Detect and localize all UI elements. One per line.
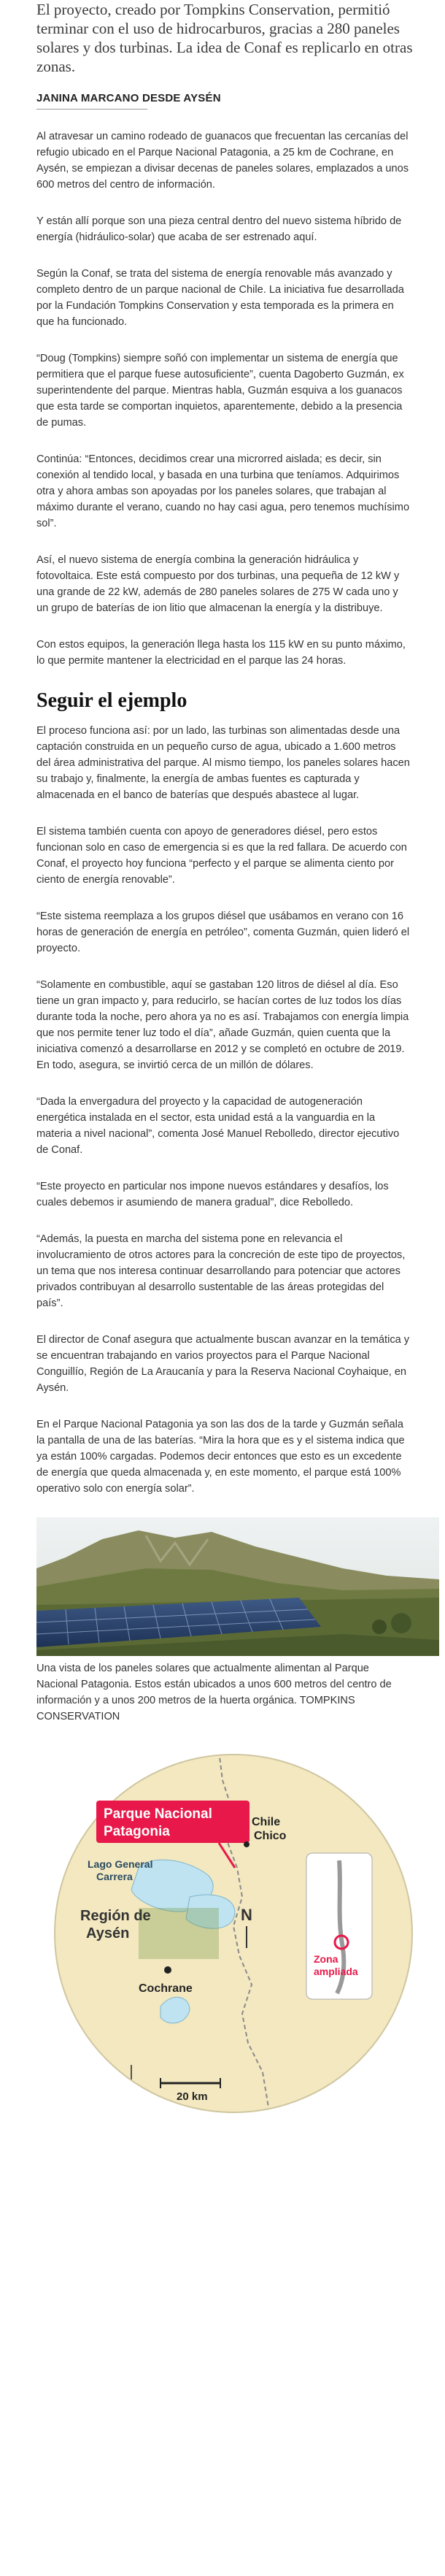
chile-chico-label-2: Chico	[254, 1830, 287, 1842]
zone-label-2: ampliada	[314, 1966, 358, 1977]
location-map	[51, 1751, 416, 2116]
solar-panels-illustration	[36, 1517, 439, 1656]
chile-chico-marker	[244, 1841, 249, 1847]
paragraph: Con estos equipos, la generación llega hasta los 115 kW en su punto máximo, lo que permite mantener la electricidad en el parque las 24 horas.	[36, 639, 406, 667]
scale-label: 20 km	[177, 2090, 208, 2103]
paragraph: Y están allí porque son una pieza central dentro del nuevo sistema híbrido de energía (hidráulico-solar) que acaba de ser estrenado aquí.	[36, 215, 402, 243]
lake-label-2: Carrera	[96, 1871, 133, 1882]
paragraph: “Este proyecto en particular nos impone nuevos estándares y desafíos, los cuales debemos ir asumiendo de manera gradual”, dice Rebolledo.	[36, 1181, 389, 1208]
paragraph: Según la Conaf, se trata del sistema de energía renovable más avanzado y completo dentro de un parque nacional de Chile. La iniciativa fue desarrollada por la Fundación Tompkins Conservation y esta temporada es la primera en que ha funcionado.	[36, 268, 404, 328]
paragraph: “Dada la envergadura del proyecto y la capacidad de autogeneración energética instalada en el sector, esta unidad está a la vanguardia en la materia a nivel nacional”, comenta José Manuel Rebolledo, director ejecutivo de Conaf.	[36, 1096, 400, 1156]
paragraph: “Solamente en combustible, aquí se gastaban 120 litros de diésel al día. Eso tiene un gran impacto y, para reducirlo, se hacían cortes de luz todos los días durante toda la noche, pero ahora ya no es así. Trabajamos con energía limpia que nos permite tener luz todo el día”, añade Guzmán, quien cuenta que la iniciativa comenzó a desarrollarse en 2012 y se completó en octubre de 2019. En todo, asegura, se invirtió cerca de un millón de dólares.	[36, 979, 409, 1071]
region-label-1: Región de	[80, 1908, 151, 1924]
chile-chico-label-1: Chile	[252, 1816, 281, 1828]
north-label: N	[241, 1906, 252, 1924]
park-label-line-2: Patagonia	[104, 1824, 170, 1839]
paragraph: El proceso funciona así: por un lado, las turbinas son alimentadas desde una captación construida en un pequeño curso de agua, ubicado a 1.600 metros del área administrativa del parque. Al mismo tiempo, los paneles solares hacen su trabajo y, finalmente, la energía de ambas fuentes es capturada y almacenada en el banco de baterías que después abastece al lugar.	[36, 725, 410, 801]
solar-panels-photo	[36, 1517, 439, 1656]
article-body-part-1	[0, 129, 445, 669]
cochrane-label: Cochrane	[139, 1982, 193, 1995]
paragraph: En el Parque Nacional Patagonia ya son las dos de la tarde y Guzmán señala la pantalla de una de las baterías. “Mira la hora que es y el sistema indica que ya están 100% cargadas. Podemos decir entonces que esto es un excedente de energía que queda almacenada y, en este momento, el parque está 100% operativo solo con energía solar”.	[36, 1419, 405, 1495]
paragraph: “Este sistema reemplaza a los grupos diésel que usábamos en verano con 16 horas de generación de energía en petróleo”, comenta Guzmán, quien lideró el proyecto.	[36, 911, 410, 954]
byline-divider	[36, 109, 147, 110]
photo-caption: Una vista de los paneles solares que actualmente alimentan al Parque Nacional Patagonia. Estos están ubicados a unos 600 metros del centro de información y a unos 200 metros de la huerta orgánica. TOMPKINS CONSERVATION	[36, 1663, 392, 1722]
region-label-2: Aysén	[86, 1925, 130, 1941]
paragraph: El director de Conaf asegura que actualmente buscan avanzar en la temática y se encuentran trabajando en varios proyectos para el Parque Nacional Conguillío, Región de La Araucanía y para la Reserva Nacional Coyhaique, en Aysén.	[36, 1334, 410, 1394]
paragraph: Así, el nuevo sistema de energía combina la generación hidráulica y fotovoltaica. Este está compuesto por dos turbinas, una pequeña de 12 kW y una grande de 22 kW, además de 280 paneles solares de 275 W cada uno y un grupo de baterías de ion litio que almacenan la energía y la distribuye.	[36, 554, 400, 614]
map-graphic	[51, 1751, 416, 2116]
lake-label-1: Lago General	[88, 1858, 153, 1870]
zone-label-1: Zona	[314, 1953, 338, 1965]
park-label-line-1: Parque Nacional	[104, 1806, 212, 1822]
section-subheading: Seguir el ejemplo	[36, 689, 187, 712]
article-lead: El proyecto, creado por Tompkins Conservation, permitió terminar con el uso de hidrocarburos, gracias a 280 paneles solares y dos turbinas. La idea de Conaf es replicarlo en otras zonas.	[36, 1, 413, 75]
paragraph: Al atravesar un camino rodeado de guanacos que frecuentan las cercanías del refugio ubicado en el Parque Nacional Patagonia, a 25 km de Cochrane, en Aysén, se empiezan a divisar decenas de paneles solares, emplazados a unos 600 metros del centro de información.	[36, 131, 409, 191]
paragraph: Continúa: “Entonces, decidimos crear una microrred aislada; es decir, sin conexión al tendido local, y basada en una turbina que teníamos. Adquirimos otra y ahora ambas son apoyadas por los paneles solares, que trabajan al máximo durante el verano, cuando no hay casi agua, pero tenemos muchísimo sol”.	[36, 453, 410, 529]
paragraph: “Doug (Tompkins) siempre soñó con implementar un sistema de energía que permitiera que el parque fuese autosuficiente”, cuenta Dagoberto Guzmán, ex superintendente del parque. Mientras habla, Guzmán esquiva a los guanacos que esta tarde se comportan inquietos, aparentemente, debido a la presencia de pumas.	[36, 353, 404, 429]
cochrane-marker	[164, 1966, 171, 1974]
article-body-part-2	[0, 723, 445, 1497]
paragraph: El sistema también cuenta con apoyo de generadores diésel, pero estos funcionan solo en caso de emergencia si es que la red fallara. De acuerdo con Conaf, el proyecto hoy funciona “perfecto y el parque se alimenta ciento por ciento de energía renovable”.	[36, 826, 407, 886]
author-byline: JANINA MARCANO DESDE AYSÉN	[36, 92, 221, 104]
paragraph: “Además, la puesta en marcha del sistema pone en relevancia el involucramiento de otros actores para la concreción de este tipo de proyectos, un tema que nos interesa continuar desarrollando para potenciar que actores privados contribuyan al desarrollo sustentable de las áreas protegidas del país”.	[36, 1233, 406, 1309]
chile-inset-map	[306, 1853, 372, 1999]
